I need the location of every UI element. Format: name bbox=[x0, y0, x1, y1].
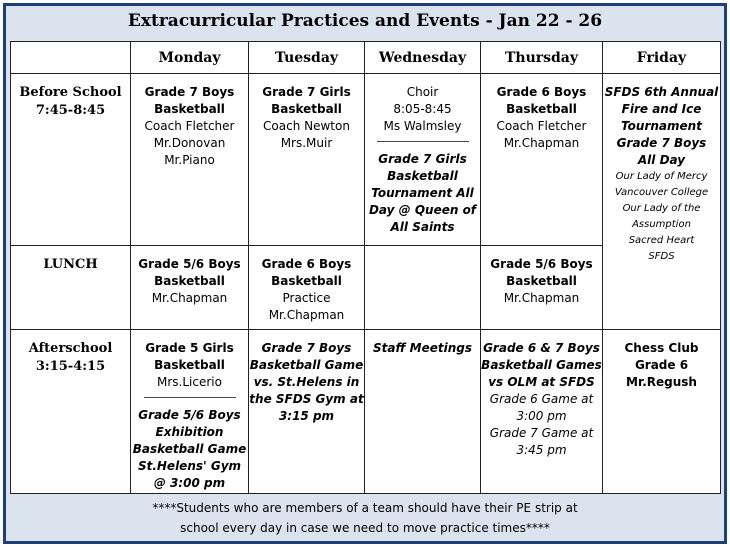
day-header-wednesday: Wednesday bbox=[365, 42, 481, 74]
activity-title: Grade 5/6 Boys bbox=[138, 257, 241, 271]
event-text: vs OLM at SFDS bbox=[488, 375, 595, 389]
activity-title: Grade 5 Girls bbox=[145, 341, 234, 355]
coach-name: Mr.Donovan bbox=[153, 136, 226, 150]
divider bbox=[377, 141, 469, 142]
event-text: @ 3:00 pm bbox=[153, 476, 226, 490]
event-text: Grade 7 Boys bbox=[261, 341, 352, 355]
activity-title: Choir bbox=[406, 85, 439, 99]
activity-title: Basketball bbox=[154, 102, 225, 116]
row-time: 3:15-4:15 bbox=[35, 359, 106, 374]
footer-note bbox=[6, 498, 724, 538]
cell-thursday-after bbox=[481, 330, 603, 494]
event-text: Day @ Queen of bbox=[368, 203, 477, 217]
row-header-before-school bbox=[11, 74, 131, 246]
school-name: Vancouver College bbox=[614, 187, 709, 198]
row-header-afterschool bbox=[11, 330, 131, 494]
cell-friday-tournament bbox=[603, 74, 721, 330]
event-text: Fire and Ice bbox=[621, 102, 702, 116]
activity-title: Basketball bbox=[271, 102, 342, 116]
event-text: Grade 7 Girls bbox=[378, 152, 467, 166]
school-name: Our Lady of the bbox=[622, 203, 701, 214]
schedule-frame bbox=[3, 3, 727, 544]
cell-thursday-before bbox=[481, 74, 603, 246]
cell-wednesday-after bbox=[365, 330, 481, 494]
activity-title: Grade 6 Boys bbox=[496, 85, 587, 99]
coach-name: Mr.Chapman bbox=[151, 291, 228, 305]
event-text: SFDS 6th Annual bbox=[604, 85, 719, 99]
activity-title: Basketball bbox=[271, 274, 342, 288]
coach-name: Mrs.Muir bbox=[280, 136, 333, 150]
school-name: Assumption bbox=[632, 219, 691, 230]
page-title: Extracurricular Practices and Events - Jan 22 - 26 bbox=[127, 11, 603, 31]
activity-type: Practice bbox=[282, 291, 331, 305]
row-label: Before School bbox=[19, 85, 122, 100]
schedule-table bbox=[10, 41, 721, 494]
coach-name: Mr.Regush bbox=[626, 375, 697, 389]
activity-title: Grade 7 Boys bbox=[144, 85, 235, 99]
activity-title: Grade 6 bbox=[634, 358, 689, 372]
cell-monday-before bbox=[131, 74, 249, 246]
event-text: Exhibition bbox=[155, 425, 224, 439]
cell-tuesday-before bbox=[249, 74, 365, 246]
day-header-tuesday: Tuesday bbox=[249, 42, 365, 74]
coach-name: Mr.Chapman bbox=[268, 308, 345, 322]
coach-name: Mr.Chapman bbox=[503, 291, 580, 305]
event-text: 3:15 pm bbox=[278, 409, 335, 423]
school-name: Sacred Heart bbox=[628, 235, 695, 246]
cell-wednesday-lunch bbox=[365, 246, 481, 330]
footer-line: school every day in case we need to move practice times**** bbox=[180, 521, 550, 535]
activity-title: Grade 7 Girls bbox=[262, 85, 351, 99]
cell-friday-after bbox=[603, 330, 721, 494]
event-text: Tournament All bbox=[371, 186, 474, 200]
activity-title: Grade 5/6 Boys bbox=[490, 257, 593, 271]
corner-cell bbox=[11, 42, 131, 74]
event-text: St.Helens' Gym bbox=[137, 459, 242, 473]
game-time: Grade 6 Game at bbox=[489, 392, 594, 406]
cell-monday-after bbox=[131, 330, 249, 494]
school-name: Our Lady of Mercy bbox=[615, 171, 708, 182]
game-time: 3:45 pm bbox=[516, 443, 567, 457]
school-name: SFDS bbox=[648, 251, 675, 262]
activity-title: Chess Club bbox=[624, 341, 699, 355]
event-text: Basketball Game bbox=[249, 358, 364, 372]
event-text: Grade 7 Boys bbox=[616, 136, 707, 150]
event-text: All Day bbox=[637, 153, 686, 167]
row-time: 7:45-8:45 bbox=[35, 103, 106, 118]
row-header-lunch bbox=[11, 246, 131, 330]
row-afterschool bbox=[11, 330, 721, 494]
day-header-monday: Monday bbox=[131, 42, 249, 74]
cell-monday-lunch bbox=[131, 246, 249, 330]
event-text: Tournament bbox=[621, 119, 702, 133]
coach-name: Coach Fletcher bbox=[144, 119, 235, 133]
event-text: Basketball Games bbox=[481, 358, 602, 372]
coach-name: Ms Walmsley bbox=[383, 119, 462, 133]
event-text: Grade 6 & 7 Boys bbox=[483, 341, 600, 355]
coach-name: Coach Newton bbox=[263, 119, 350, 133]
event-text: vs. St.Helens in bbox=[253, 375, 360, 389]
event-text: Basketball Game bbox=[132, 442, 247, 456]
activity-title: Grade 6 Boys bbox=[261, 257, 352, 271]
cell-tuesday-lunch bbox=[249, 246, 365, 330]
coach-name: Mr.Chapman bbox=[503, 136, 580, 150]
coach-name: Mrs.Licerio bbox=[157, 375, 222, 389]
coach-name: Mr.Piano bbox=[164, 153, 215, 167]
cell-thursday-lunch bbox=[481, 246, 603, 330]
day-header-friday: Friday bbox=[603, 42, 721, 74]
event-text: the SFDS Gym at bbox=[249, 392, 364, 406]
day-header-thursday: Thursday bbox=[481, 42, 603, 74]
header-row bbox=[11, 42, 721, 74]
event-text: All Saints bbox=[390, 220, 455, 234]
row-label: LUNCH bbox=[43, 257, 98, 272]
cell-wednesday-before bbox=[365, 74, 481, 246]
event-text: Grade 5/6 Boys bbox=[138, 408, 241, 422]
cell-tuesday-after bbox=[249, 330, 365, 494]
activity-title: Basketball bbox=[506, 102, 577, 116]
game-time: Grade 7 Game at bbox=[489, 426, 594, 440]
row-label: Afterschool bbox=[28, 341, 113, 356]
activity-time: 8:05-8:45 bbox=[393, 102, 452, 116]
game-time: 3:00 pm bbox=[516, 409, 567, 423]
event-text: Staff Meetings bbox=[373, 341, 472, 355]
row-before-school bbox=[11, 74, 721, 246]
event-text: Basketball bbox=[387, 169, 458, 183]
divider bbox=[144, 397, 236, 398]
activity-title: Basketball bbox=[154, 358, 225, 372]
activity-title: Basketball bbox=[506, 274, 577, 288]
footer-line: ****Students who are members of a team should have their PE strip at bbox=[152, 501, 578, 515]
activity-title: Basketball bbox=[154, 274, 225, 288]
coach-name: Coach Fletcher bbox=[496, 119, 587, 133]
